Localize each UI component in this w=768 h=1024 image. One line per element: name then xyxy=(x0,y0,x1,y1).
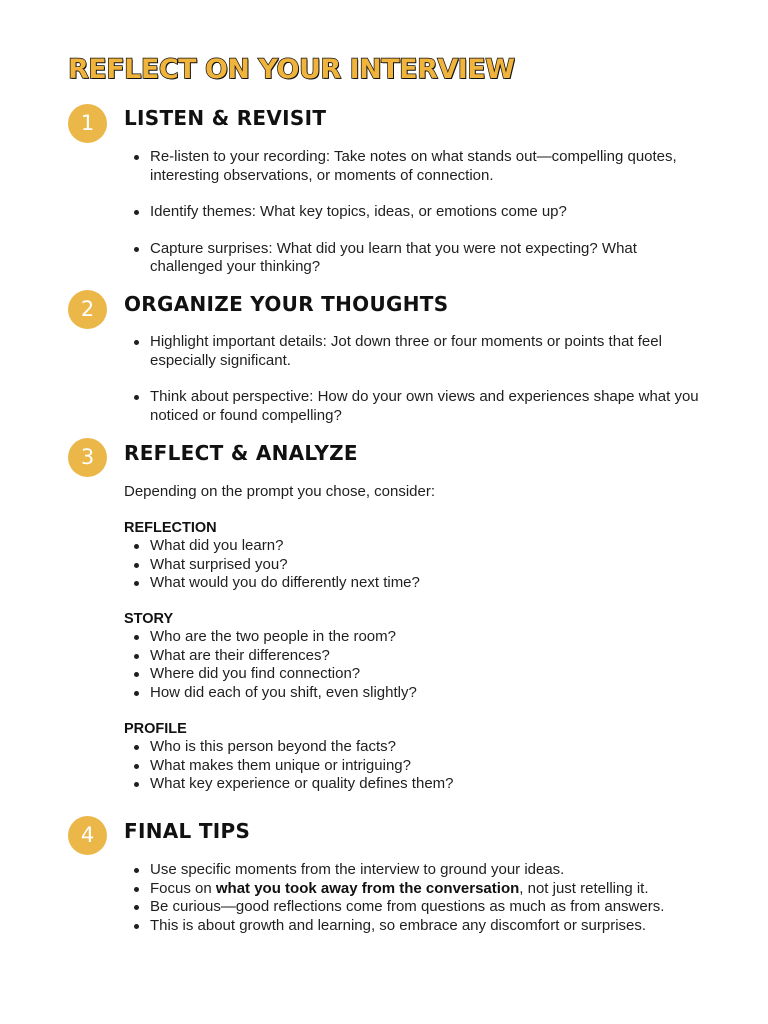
list-item: What are their differences? xyxy=(124,647,710,666)
list-item: Think about perspective: How do your own views and experiences shape what you noticed or found compelling? xyxy=(124,388,710,425)
section-intro: Depending on the prompt you chose, consider: xyxy=(124,483,436,500)
step-number-badge: 2 xyxy=(68,290,107,329)
bullet-list xyxy=(124,148,710,277)
list-item: What key experience or quality defines them? xyxy=(124,775,710,794)
bullet-list xyxy=(124,861,710,935)
list-item: What surprised you? xyxy=(124,556,710,575)
list-item: This is about growth and learning, so embrace any discomfort or surprises. xyxy=(124,917,710,936)
bullet-list xyxy=(124,628,710,702)
list-item: Where did you find connection? xyxy=(124,665,710,684)
section-heading: ORGANIZE YOUR THOUGHTS xyxy=(124,292,449,316)
subheading-reflection: REFLECTION xyxy=(124,520,217,536)
bullet-list xyxy=(124,738,710,794)
list-item: What did you learn? xyxy=(124,537,710,556)
tip-text: , not just retelling it. xyxy=(519,879,649,897)
list-item: How did each of you shift, even slightly? xyxy=(124,684,710,703)
step-number-badge: 4 xyxy=(68,816,107,855)
list-item: Re-listen to your recording: Take notes on what stands out—compelling quotes, interesting observations, or moments of connection. xyxy=(124,148,710,185)
bullet-list xyxy=(124,333,710,425)
subheading-profile: PROFILE xyxy=(124,721,187,737)
list-item: Be curious—good reflections come from questions as much as from answers. xyxy=(124,898,710,917)
section-heading: LISTEN & REVISIT xyxy=(124,106,327,130)
list-item: Highlight important details: Jot down three or four moments or points that feel especially significant. xyxy=(124,333,710,370)
list-item: Who are the two people in the room? xyxy=(124,628,710,647)
bullet-list xyxy=(124,537,710,593)
list-item: What makes them unique or intriguing? xyxy=(124,757,710,776)
section-heading: REFLECT & ANALYZE xyxy=(124,441,358,465)
section-heading: FINAL TIPS xyxy=(124,819,251,843)
tip-text: Focus on xyxy=(150,879,216,897)
page-title: REFLECT ON YOUR INTERVIEW xyxy=(68,54,515,85)
subheading-story: STORY xyxy=(124,611,174,627)
list-item xyxy=(124,880,710,899)
step-number-badge: 1 xyxy=(68,104,107,143)
list-item: What would you do differently next time? xyxy=(124,574,710,593)
step-number-badge: 3 xyxy=(68,438,107,477)
list-item: Use specific moments from the interview to ground your ideas. xyxy=(124,861,710,880)
list-item: Who is this person beyond the facts? xyxy=(124,738,710,757)
list-item: Identify themes: What key topics, ideas, or emotions come up? xyxy=(124,203,710,222)
list-item: Capture surprises: What did you learn that you were not expecting? What challenged your thinking? xyxy=(124,240,710,277)
tip-emphasis: what you took away from the conversation xyxy=(215,879,520,897)
